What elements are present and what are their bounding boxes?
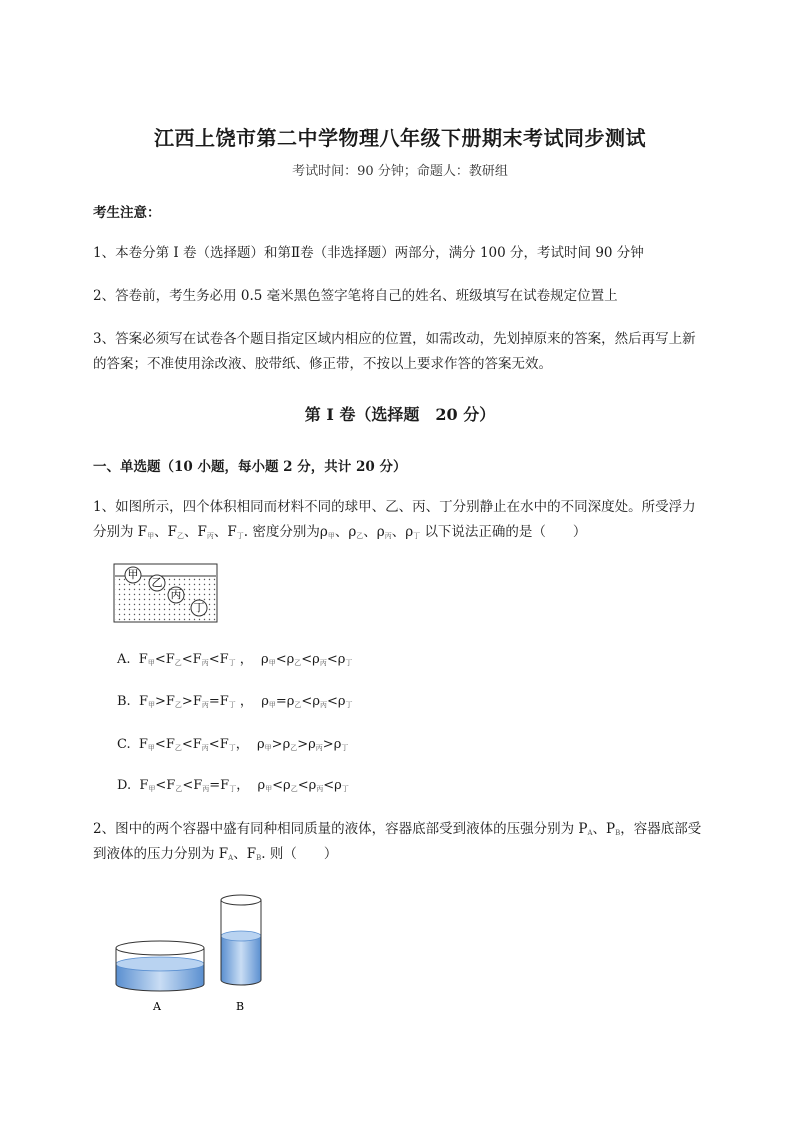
q1-option-a[interactable]: A. $F_甲<F_乙<F_丙<F_丁$ ， $\rho_甲<\rho_乙<\rho_丙<\rho_丁$ (117, 652, 353, 667)
q2-figure-containers (108, 888, 278, 1018)
q1-stem-line2: 分别为 $F_甲$、$F_乙$、$F_丙$、$F_丁$. 密度分别为$\rho_甲$、$\rho_乙$、$\rho_丙$、$\rho_丁$ 以下说法正确的是（ ） (93, 524, 587, 540)
section-title: 第 I 卷（选择题 20 分） (304, 405, 496, 424)
svg-text:丙: 丙 (170, 588, 182, 601)
notice-3-cont: 的答案；不准使用涂改液、胶带纸、修正带，不按以上要求作答的答案无效。 (93, 356, 552, 372)
q1-option-d[interactable]: D. $F_甲<F_乙<F_丙=F_丁$， $\rho_甲<\rho_乙<\rho_丙<\rho_丁$ (117, 778, 349, 793)
svg-text:乙: 乙 (151, 576, 163, 589)
notice-heading: 考生注意： (93, 205, 161, 221)
ball-bing (168, 587, 184, 603)
ball-jia (125, 567, 141, 583)
container-a (116, 941, 204, 991)
notice-2: 2、答卷前，考生务必用 0.5 毫米黑色签字笔将自己的姓名、班级填写在试卷规定位置上 (93, 288, 618, 304)
notice-1: 1、本卷分第 I 卷（选择题）和第Ⅱ卷（非选择题）两部分，满分 100 分，考试时间 90 分钟 (93, 245, 644, 261)
svg-text:丁: 丁 (193, 601, 205, 614)
container-b (221, 895, 261, 985)
q1-option-c[interactable]: C. $F_甲<F_乙<F_丙<F_丁$， $\rho_甲>\rho_乙>\rho_丙>\rho_丁$ (117, 737, 349, 752)
q1-option-b[interactable]: B. $F_甲>F_乙>F_丙=F_丁$ ， $\rho_甲=\rho_乙<\rho_丙<\rho_丁$ (117, 694, 353, 709)
part-heading: 一、单选题（10 小题，每小题 2 分，共计 20 分） (93, 459, 407, 475)
exam-info: 考试时间：90 分钟；命题人：教研组 (292, 164, 508, 179)
ball-ding (191, 600, 207, 616)
q1-figure-tank (113, 563, 218, 623)
svg-text:甲: 甲 (127, 568, 139, 581)
label-a: A (153, 1000, 161, 1013)
page-title: 江西上饶市第二中学物理八年级下册期末考试同步测试 (154, 126, 646, 150)
label-b: B (235, 1000, 245, 1013)
ball-yi (149, 575, 165, 591)
notice-3: 3、答案必须写在试卷各个题目指定区域内相应的位置，如需改动，先划掉原来的答案，然后再写上新 (93, 331, 696, 347)
q2-stem-line1: 2、图中的两个容器中盛有同种相同质量的液体，容器底部受到液体的压强分别为 $P_A$、$P_B$，容器底部受 (93, 821, 702, 837)
q1-stem-line1: 1、如图所示，四个体积相同而材料不同的球甲、乙、丙、丁分别静止在水中的不同深度处。所受浮力 (93, 499, 696, 515)
q2-stem-line2: 到液体的压力分别为 $F_A$、$F_B$. 则（ ） (93, 846, 338, 862)
